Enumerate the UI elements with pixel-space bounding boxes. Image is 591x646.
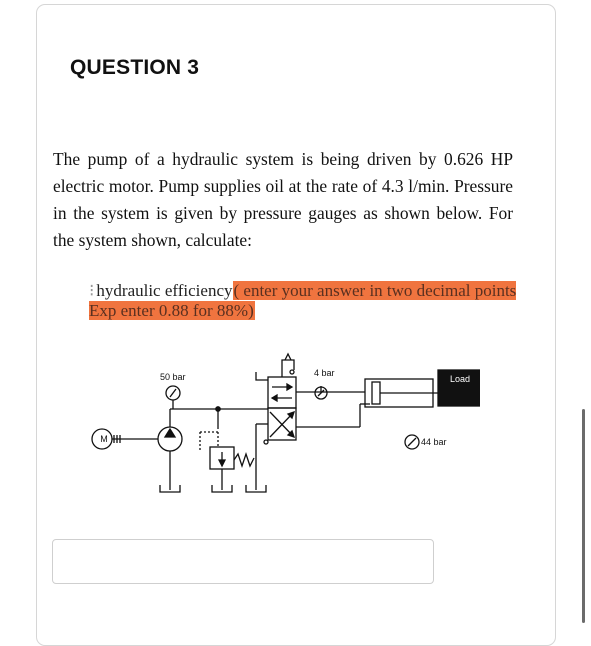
hydraulic-circuit-diagram bbox=[80, 342, 480, 507]
question-prompt bbox=[89, 281, 519, 321]
prompt-highlight: ( enter your answer in two decimal points Exp enter 0.88 for 88%) bbox=[89, 281, 517, 320]
dcv-block-upper bbox=[268, 377, 296, 408]
load-label: Load bbox=[450, 374, 471, 384]
gauge-left-label: 50 bar bbox=[160, 372, 186, 382]
answer-input[interactable] bbox=[52, 539, 434, 584]
question-body: The pump of a hydraulic system is being driven by 0.626 HP electric motor. Pump supplies oil at the rate of 4.3 l/min. Pressure in the system is given by pressure gauges as shown below. For the system shown, calculate: bbox=[53, 149, 513, 250]
prompt-label: hydraulic efficiency bbox=[96, 281, 233, 300]
question-text bbox=[53, 146, 513, 254]
prompt-marker: ⁝ bbox=[89, 281, 95, 300]
motor-label: M bbox=[100, 434, 108, 444]
gauge-middle-label: 4 bar bbox=[314, 368, 335, 378]
gauge-right-label: 44 bar bbox=[421, 437, 447, 447]
question-title: QUESTION 3 bbox=[70, 56, 200, 79]
scrollbar[interactable] bbox=[582, 409, 585, 623]
